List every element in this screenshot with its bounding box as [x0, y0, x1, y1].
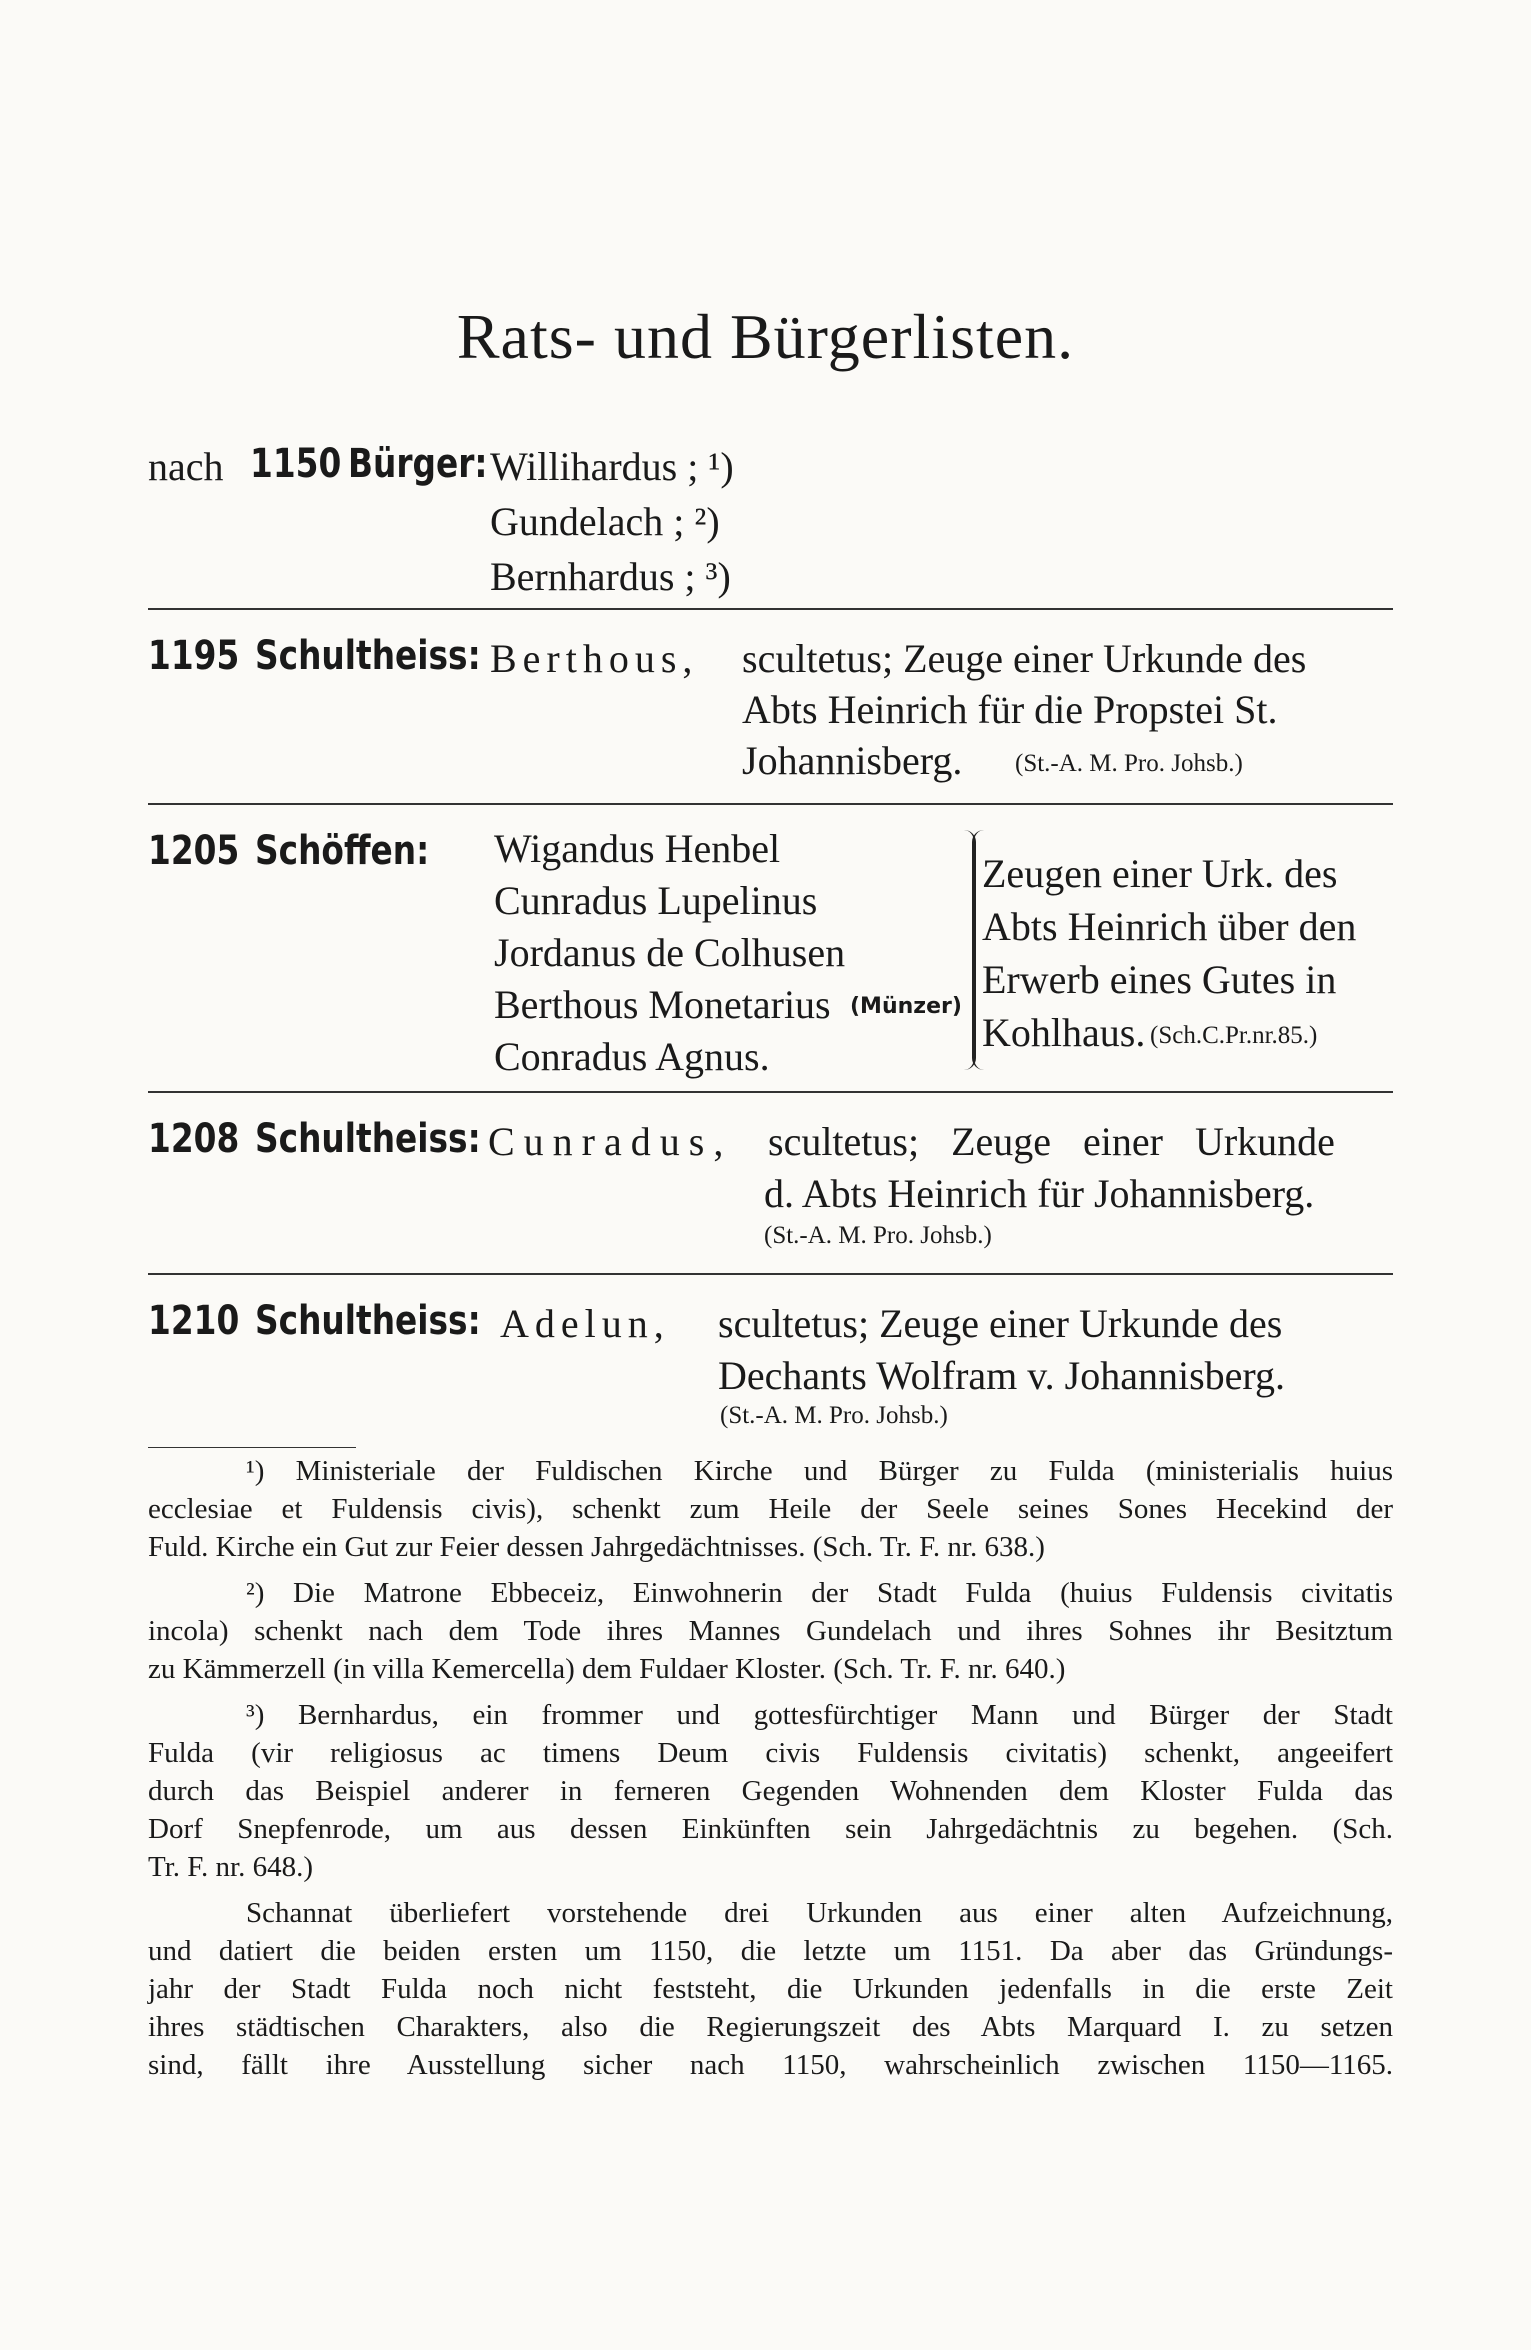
source-ref: (St.-A. M. Pro. Johsb.): [1015, 750, 1243, 777]
entry-name: Berthous,: [490, 636, 699, 681]
entry-role: Schultheiss:: [255, 1116, 481, 1162]
footnote-line: Dorf Snepfenrode, um aus dessen Einkünften sein Jahrgedächtnis zu begehen. (Sch.: [148, 1813, 1393, 1845]
footnote-line: ³) Bernhardus, ein frommer und gottesfürchtiger Mann und Bürger der Stadt: [246, 1699, 1393, 1731]
footnote-divider: [148, 1447, 356, 1448]
name-note: (Münzer): [850, 994, 962, 1019]
paragraph-line: und datiert die beiden ersten um 1150, die letzte um 1151. Da aber das Gründungs-: [148, 1935, 1393, 1967]
entry-prefix: nach: [148, 444, 224, 489]
entry-line: scultetus; Zeuge einer Urkunde des: [718, 1301, 1283, 1346]
divider: [148, 608, 1393, 610]
entry-line: d. Abts Heinrich für Johannisberg.: [764, 1171, 1315, 1216]
entry-line: Kohlhaus.: [982, 1010, 1146, 1055]
name-line: Conradus Agnus.: [494, 1034, 770, 1079]
footnote-line: Tr. F. nr. 648.): [148, 1851, 314, 1883]
entry-line: scultetus; Zeuge einer Urkunde: [768, 1119, 1335, 1164]
name-line: Cunradus Lupelinus: [494, 878, 818, 923]
footnote-line: Fulda (vir religiosus ac timens Deum civis Fuldensis civitatis) schenkt, angeeifert: [148, 1737, 1393, 1769]
entry-line: Erwerb eines Gutes in: [982, 957, 1337, 1002]
footnote-line: ecclesiae et Fuldensis civis), schenkt zum Heile der Seele seines Sones Hecekind der: [148, 1493, 1393, 1525]
entry-line: Abts Heinrich über den: [982, 904, 1357, 949]
entry-name: Adelun,: [500, 1301, 670, 1346]
name-line: Wigandus Henbel: [494, 826, 781, 871]
entry-year: 1195: [148, 633, 240, 679]
entry-role: Schultheiss:: [255, 633, 481, 679]
entry-line: Johannisberg.: [742, 738, 963, 783]
paragraph-line: sind, fällt ihre Ausstellung sicher nach 1150, wahrscheinlich zwischen 1150—1165.: [148, 2049, 1393, 2081]
source-ref: (St.-A. M. Pro. Johsb.): [764, 1222, 992, 1249]
entry-line: Abts Heinrich für die Propstei St.: [742, 687, 1278, 732]
divider: [148, 803, 1393, 805]
paragraph-line: jahr der Stadt Fulda noch nicht feststeht, die Urkunden jedenfalls in die erste Zeit: [148, 1973, 1393, 2005]
page-title: Rats- und Bürgerlisten.: [456, 301, 1075, 372]
footnote-line: incola) schenkt nach dem Tode ihres Mannes Gundelach und ihres Sohnes ihr Besitztum: [148, 1615, 1393, 1647]
entry-line: Dechants Wolfram v. Johannisberg.: [718, 1353, 1286, 1398]
entry-line: Zeugen einer Urk. des: [982, 851, 1338, 896]
paragraph-line: ihres städtischen Charakters, also die Regierungszeit des Abts Marquard I. zu setzen: [148, 2011, 1393, 2043]
entry-line: scultetus; Zeuge einer Urkunde des: [742, 636, 1307, 681]
divider: [148, 1091, 1393, 1093]
name-line: Bernhardus ; ³): [490, 554, 731, 599]
divider: [148, 1273, 1393, 1275]
entry-role: Schultheiss:: [255, 1298, 481, 1344]
paragraph-line: Schannat überliefert vorstehende drei Urkunden aus einer alten Aufzeichnung,: [246, 1897, 1393, 1929]
footnote-line: zu Kämmerzell (in villa Kemercella) dem Fuldaer Kloster. (Sch. Tr. F. nr. 640.): [148, 1653, 1066, 1685]
source-ref: (St.-A. M. Pro. Johsb.): [720, 1402, 948, 1429]
name-line: Jordanus de Colhusen: [494, 930, 846, 975]
name-line: Gundelach ; ²): [490, 499, 720, 544]
entry-year: 1205: [148, 828, 240, 874]
name-line: Willihardus ; ¹): [490, 444, 734, 489]
footnote-line: Fuld. Kirche ein Gut zur Feier dessen Jahrgedächtnisses. (Sch. Tr. F. nr. 638.): [148, 1531, 1045, 1563]
entry-name: Cunradus,: [488, 1119, 733, 1164]
source-ref: (Sch.C.Pr.nr.85.): [1150, 1022, 1318, 1049]
footnote-line: durch das Beispiel anderer in ferneren Gegenden Wohnenden dem Kloster Fulda das: [148, 1775, 1393, 1807]
entry-role: Bürger:: [348, 441, 488, 487]
entry-role: Schöffen:: [255, 828, 430, 874]
name-line: Berthous Monetarius: [494, 982, 831, 1027]
entry-year: 1208: [148, 1116, 240, 1162]
entry-year: 1210: [148, 1298, 240, 1344]
footnote-line: ²) Die Matrone Ebbeceiz, Einwohnerin der Stadt Fulda (huius Fuldensis civitatis: [246, 1577, 1393, 1609]
entry-year: 1150: [250, 441, 342, 487]
footnote-line: ¹) Ministeriale der Fuldischen Kirche und Bürger zu Fulda (ministerialis huius: [246, 1455, 1393, 1487]
